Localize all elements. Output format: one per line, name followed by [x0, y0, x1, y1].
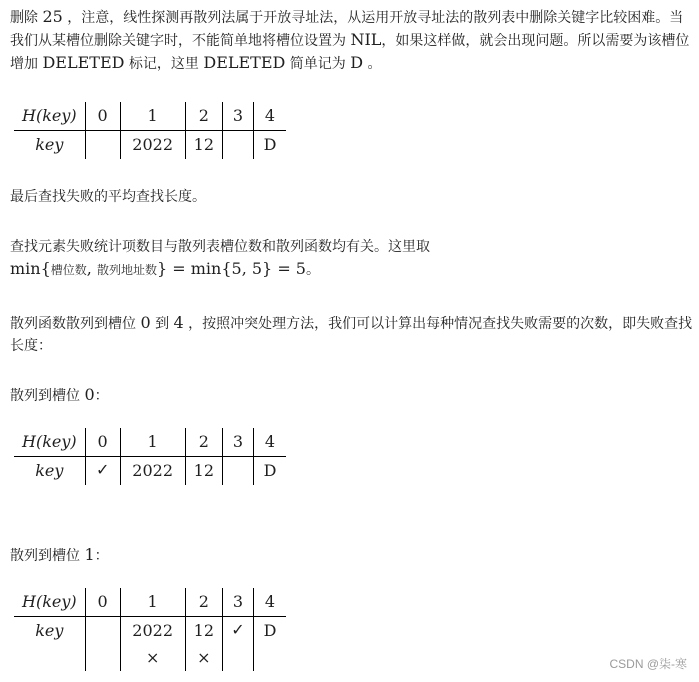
- table-cell: 2: [185, 428, 222, 457]
- table-cell: D: [254, 131, 287, 160]
- text: ：: [94, 548, 109, 564]
- text: 简单记为: [285, 56, 351, 72]
- text: 删除: [10, 10, 43, 26]
- cell-value: 2022: [132, 461, 173, 480]
- hash-table-1: [14, 102, 286, 159]
- cell-value: key: [35, 461, 64, 480]
- table-cell: H(key): [14, 588, 85, 617]
- table-cell: 4: [254, 588, 287, 617]
- table-cell: [254, 617, 287, 672]
- table-cell: 3: [223, 588, 254, 617]
- cell-value: 12: [193, 461, 214, 480]
- cross-mark: ×: [145, 648, 160, 667]
- math-text: 槽位数: [50, 263, 87, 277]
- cross-mark: ×: [197, 648, 211, 667]
- cell-value: 2022: [132, 621, 173, 640]
- table-row: [14, 457, 286, 486]
- text: 查找元素失败统计项数目与散列表槽位数和散列函数均有关。这里取: [10, 239, 430, 255]
- table-cell: 2: [185, 102, 222, 131]
- paragraph-delete-explanation: [10, 6, 695, 75]
- math-deleted: DELETED: [203, 53, 286, 72]
- table-cell: H(key): [14, 428, 85, 457]
- table-cell: 4: [254, 102, 287, 131]
- math-min: min{: [10, 259, 51, 278]
- math-number: 1: [84, 545, 95, 564]
- table-cell: 3: [223, 428, 254, 457]
- paragraph-method: [10, 312, 695, 357]
- text: 标记，这里: [124, 56, 204, 72]
- cell-value: key: [35, 621, 64, 640]
- watermark: CSDN @柒-寒: [609, 657, 687, 671]
- hash-table-slot-0: [14, 428, 286, 485]
- table-cell: 12: [185, 131, 222, 160]
- hash-table-slot-1: [14, 588, 286, 671]
- table-cell: [223, 131, 254, 160]
- math-number: 4: [173, 313, 184, 332]
- cell-value: D: [263, 621, 277, 640]
- math-number: 0: [140, 313, 151, 332]
- paragraph-question: 最后查找失败的平均查找长度。: [10, 189, 206, 205]
- text: 到: [150, 316, 174, 332]
- table-cell: H(key): [14, 102, 85, 131]
- paragraph-slot-1: [10, 544, 109, 567]
- table-cell: 1: [120, 588, 185, 617]
- check-mark: ✓: [231, 620, 245, 639]
- text: ，按照冲突处理方法，我们可以计算出每种情况查找失败需要的次数，即失败查找长度：: [10, 316, 693, 354]
- table-row: [14, 617, 286, 672]
- table-cell: 1: [120, 428, 185, 457]
- math-expression: } = min{5, 5} = 5: [156, 259, 306, 278]
- check-mark: ✓: [95, 460, 110, 479]
- math-text: 散列地址数: [96, 263, 157, 277]
- text: 。: [305, 262, 320, 278]
- table-cell: [223, 457, 254, 486]
- table-cell: [85, 617, 120, 672]
- math-d: D: [350, 53, 364, 72]
- text: ，注意，线性探测再散列法属于开放寻址法，从运用开放寻址法的散列表中删除关键字比较困难。当我们从某槽位删除关键字时，不能简单地将槽位设置为: [10, 10, 684, 49]
- table-cell: [223, 617, 254, 672]
- math-number: 25: [42, 7, 63, 26]
- text: 散列到槽位: [10, 548, 85, 564]
- table-cell: 2: [185, 588, 222, 617]
- table-cell: [185, 617, 222, 672]
- cell-value: 12: [193, 621, 214, 640]
- table-cell: 1: [120, 102, 185, 131]
- table-row: [14, 131, 286, 160]
- table-cell: [120, 617, 185, 672]
- math-number: 0: [84, 385, 95, 404]
- table-cell: 2022: [120, 131, 185, 160]
- table-header-row: [14, 102, 286, 131]
- table-cell: [14, 617, 85, 672]
- paragraph-slot-0: [10, 384, 109, 407]
- math-deleted: DELETED: [42, 53, 125, 72]
- table-cell: [14, 457, 85, 486]
- text: 散列到槽位: [10, 388, 85, 404]
- table-cell: [85, 131, 120, 160]
- table-cell: 4: [254, 428, 287, 457]
- math-comma: ,: [86, 259, 97, 278]
- table-cell: key: [35, 135, 64, 154]
- table-cell: [120, 457, 185, 486]
- table-header-row: [14, 428, 286, 457]
- cell-value: D: [263, 461, 277, 480]
- text: 。: [363, 56, 382, 72]
- table-cell: 0: [85, 588, 120, 617]
- text: ：: [94, 388, 109, 404]
- table-cell: [85, 457, 120, 486]
- text: 散列函数散列到槽位: [10, 316, 141, 332]
- math-nil: NIL: [350, 30, 382, 49]
- table-cell: [185, 457, 222, 486]
- text: ，如果这样做，就会出现问题。所以需要为该槽位增加: [10, 33, 690, 72]
- table-cell: 0: [85, 428, 120, 457]
- table-cell: 0: [85, 102, 120, 131]
- paragraph-count-explanation: [10, 236, 430, 281]
- table-cell: [254, 457, 287, 486]
- table-cell: 3: [223, 102, 254, 131]
- table-header-row: [14, 588, 286, 617]
